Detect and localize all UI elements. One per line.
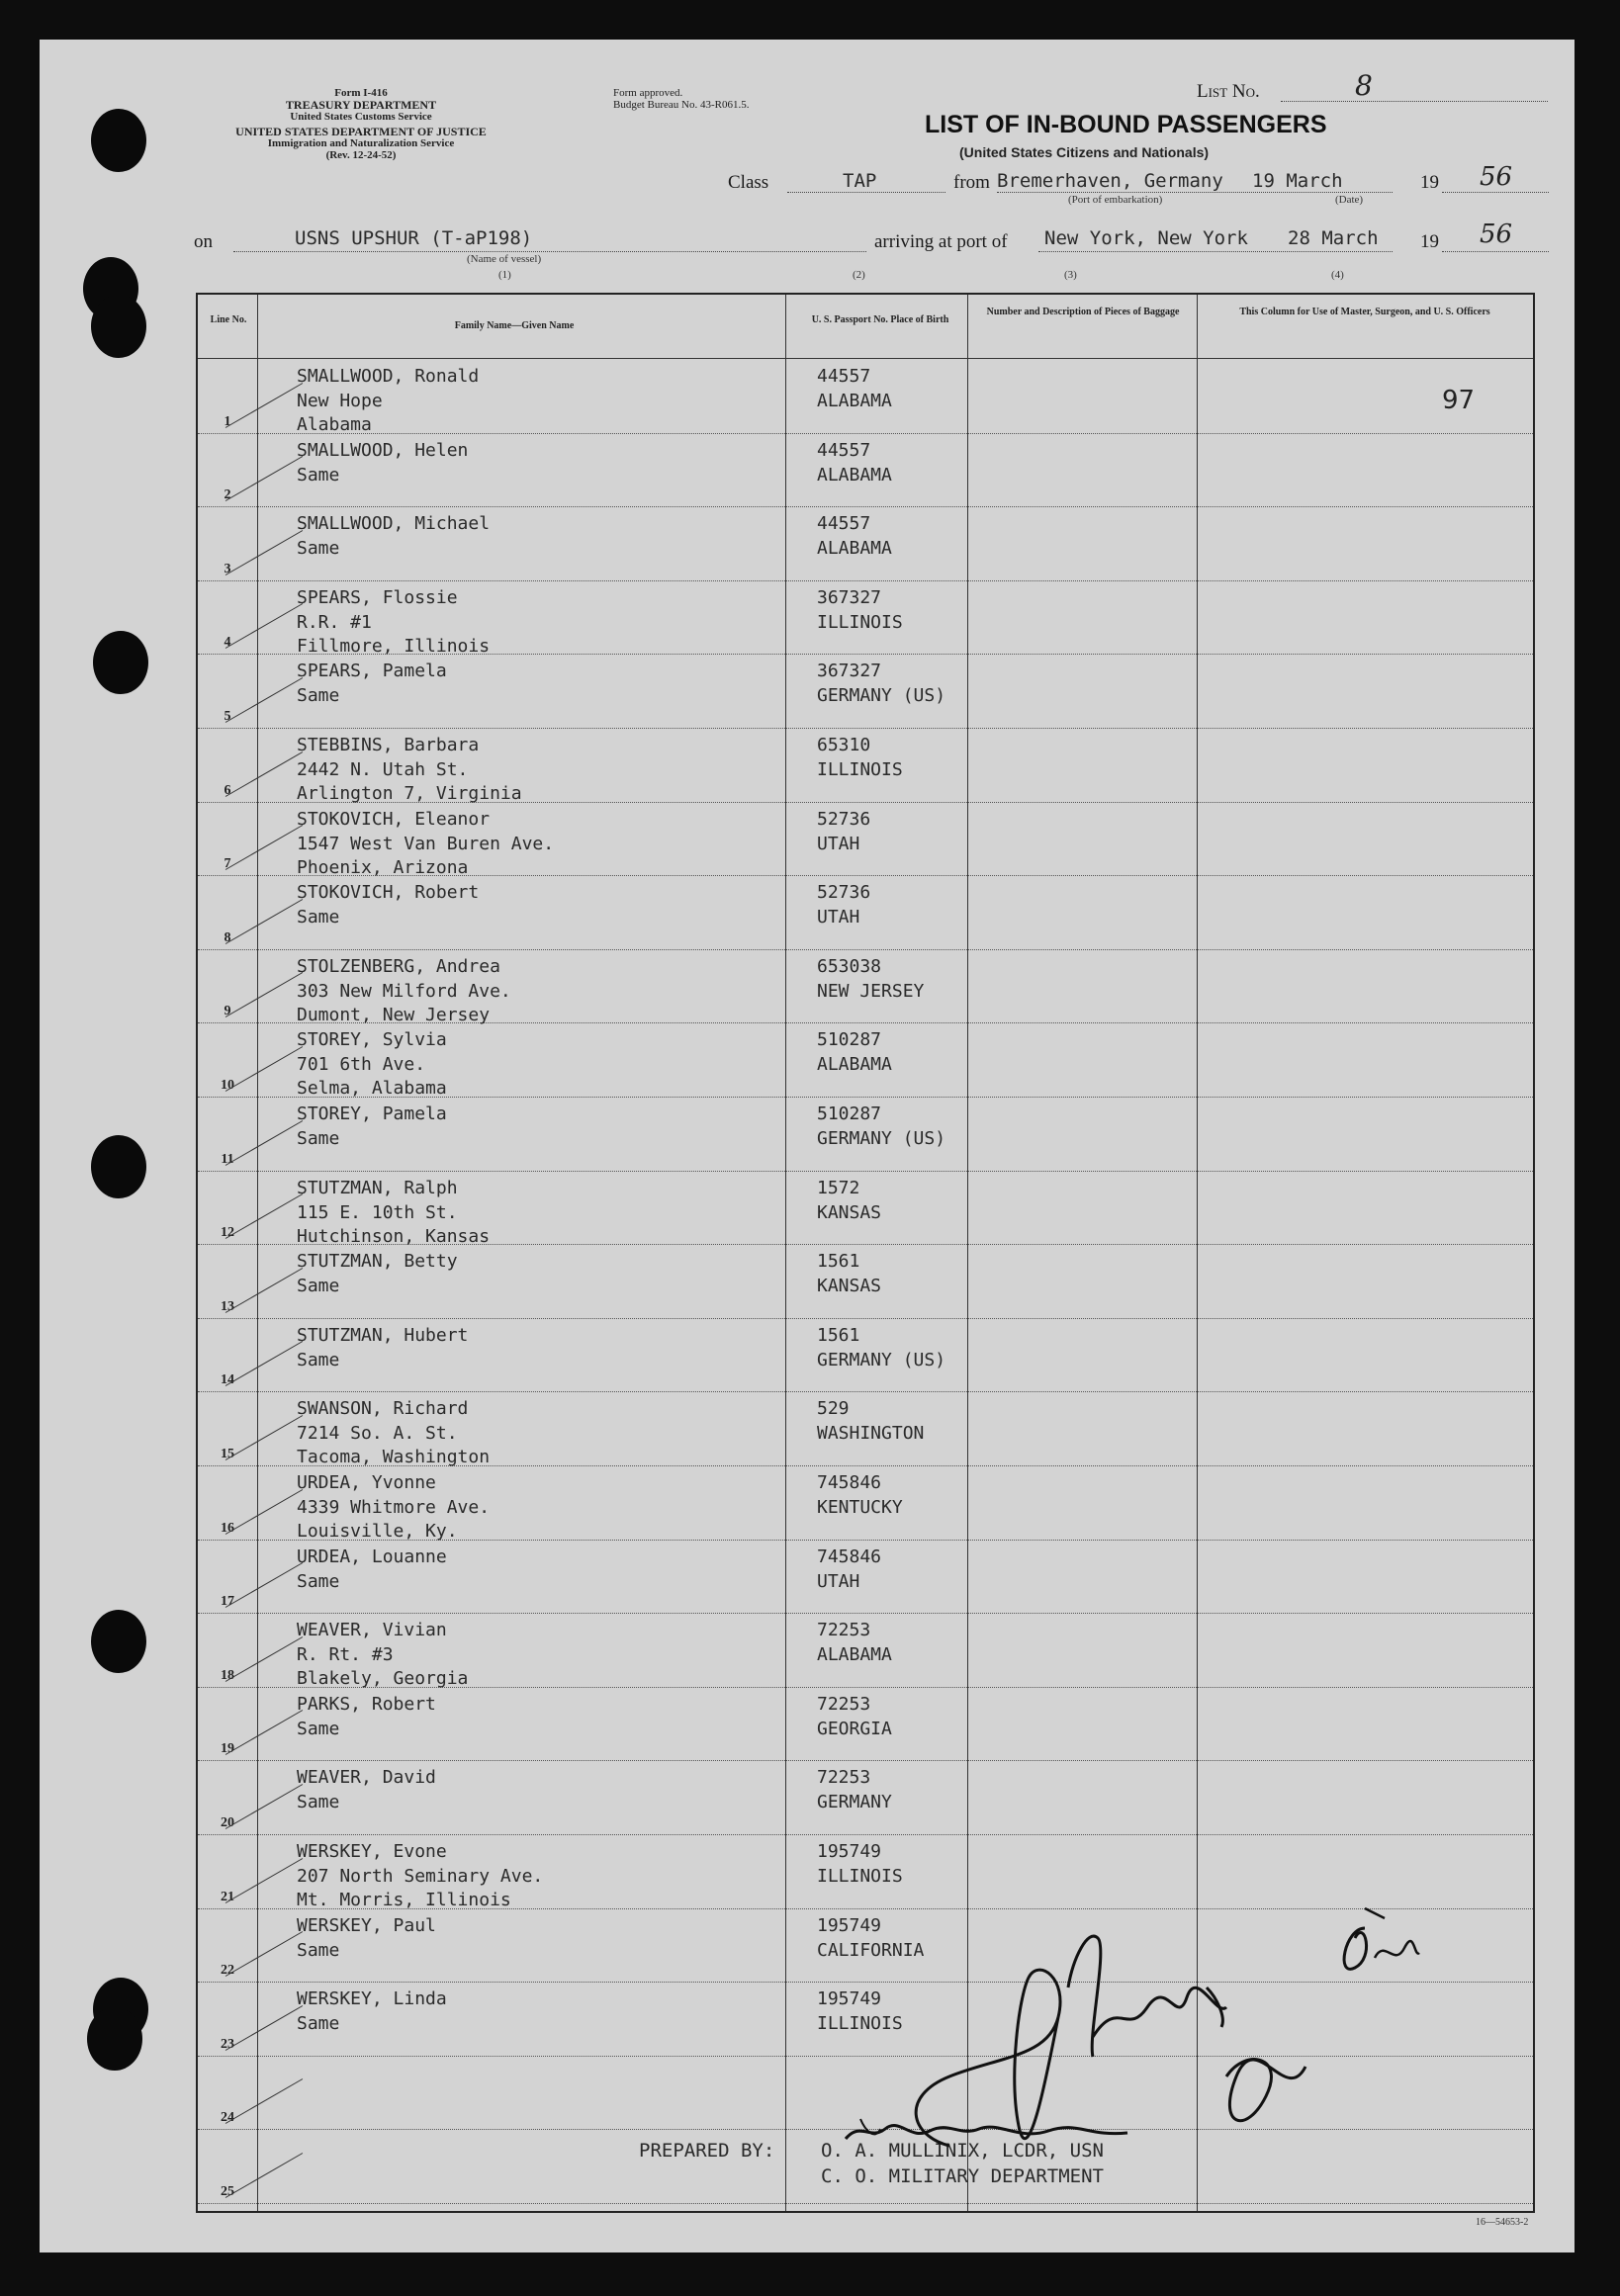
- passport-number: 745846: [817, 1545, 882, 1567]
- address-line-1: R. Rt. #3: [297, 1644, 394, 1666]
- address-line-2: Phoenix, Arizona: [297, 856, 469, 878]
- passport-number: 1561: [817, 1251, 860, 1273]
- table-row: [198, 434, 1533, 508]
- passport-number: 745846: [817, 1472, 882, 1493]
- customs-service: United States Customs Service: [290, 111, 432, 123]
- place-of-birth: CALIFORNIA: [817, 1939, 925, 1961]
- check-mark: [225, 383, 303, 428]
- header-rule: [198, 358, 1533, 359]
- line-number: 20: [221, 1814, 234, 1830]
- year-2: 56: [1480, 220, 1513, 249]
- line-number: 2: [224, 487, 231, 503]
- table-row: [198, 1614, 1533, 1688]
- officer-note: 97: [1442, 386, 1476, 415]
- place-of-birth: GERMANY (US): [817, 1128, 946, 1149]
- prepared-label: PREPARED BY:: [639, 2140, 775, 2162]
- treasury-dept: TREASURY DEPARTMENT: [285, 98, 437, 112]
- passenger-name: WEAVER, David: [297, 1767, 436, 1789]
- line-number: 4: [224, 635, 231, 651]
- check-mark: [225, 1784, 303, 1829]
- vessel-name: USNS UPSHUR (T-aP198): [295, 227, 533, 249]
- line-number: 8: [224, 929, 231, 945]
- table-row: [198, 1172, 1533, 1246]
- passenger-name: STUTZMAN, Betty: [297, 1251, 458, 1273]
- line-number: 24: [221, 2110, 234, 2126]
- place-of-birth: ALABAMA: [817, 391, 892, 411]
- passport-number: 1572: [817, 1177, 860, 1198]
- passport-number: 1561: [817, 1324, 860, 1346]
- passenger-name: URDEA, Yvonne: [297, 1472, 436, 1493]
- line-number: 22: [221, 1963, 234, 1979]
- place-of-birth: NEW JERSEY: [817, 980, 925, 1002]
- line-number: 25: [221, 2183, 234, 2199]
- line-number: 10: [221, 1077, 234, 1093]
- address-line-2: Fillmore, Illinois: [297, 635, 491, 657]
- line-number: 13: [221, 1298, 234, 1314]
- place-of-birth: ILLINOIS: [817, 2013, 903, 2035]
- from-port: Bremerhaven, Germany: [997, 170, 1223, 192]
- line-number: 17: [221, 1594, 234, 1610]
- place-of-birth: UTAH: [817, 907, 860, 928]
- from-label: from: [953, 172, 990, 193]
- line-number: 21: [221, 1889, 234, 1904]
- passenger-name: STUTZMAN, Ralph: [297, 1177, 458, 1198]
- preparer-name: O. A. MULLINIX, LCDR, USN: [821, 2140, 1104, 2162]
- passport-number: 195749: [817, 1988, 882, 2010]
- address-line-2: Arlington 7, Virginia: [297, 783, 522, 804]
- passenger-name: STOLZENBERG, Andrea: [297, 955, 500, 977]
- passport-number: 52736: [817, 808, 871, 830]
- address-line-1: 115 E. 10th St.: [297, 1201, 458, 1223]
- passenger-name: WERSKEY, Linda: [297, 1988, 447, 2010]
- table-row: [198, 507, 1533, 581]
- col-head-name: Family Name—Given Name: [454, 320, 575, 331]
- address-line-1: Same: [297, 1349, 340, 1370]
- check-mark: [225, 899, 303, 944]
- place-of-birth: GEORGIA: [817, 1718, 892, 1739]
- form-number: Form I-416: [334, 87, 388, 99]
- line-number: 16: [221, 1520, 234, 1536]
- passport-number: 653038: [817, 955, 882, 977]
- line-number: 19: [221, 1741, 234, 1757]
- table-row: [198, 1392, 1533, 1466]
- arrival-port: New York, New York: [1044, 227, 1248, 249]
- place-of-birth: WASHINGTON: [817, 1423, 925, 1445]
- year-1: 56: [1480, 162, 1513, 192]
- passport-number: 195749: [817, 1841, 882, 1862]
- address-line-1: Same: [297, 1718, 340, 1739]
- table-row: [198, 1466, 1533, 1541]
- list-number: 8: [1355, 69, 1373, 102]
- binder-hole: [91, 1135, 146, 1198]
- arriving-label: arriving at port of: [874, 231, 1008, 252]
- on-label: on: [194, 231, 213, 252]
- address-line-2: Mt. Morris, Illinois: [297, 1890, 511, 1910]
- check-mark: [225, 456, 303, 501]
- place-of-birth: ALABAMA: [817, 464, 892, 486]
- address-line-2: Dumont, New Jersey: [297, 1004, 491, 1025]
- address-line-1: 701 6th Ave.: [297, 1054, 426, 1076]
- passport-number: 65310: [817, 735, 871, 755]
- passport-number: 510287: [817, 1104, 882, 1124]
- class-label: Class: [728, 172, 769, 193]
- col-head-line-no: Line No.: [210, 314, 247, 325]
- address-line-1: Same: [297, 464, 340, 486]
- table-row: [198, 1319, 1533, 1393]
- passenger-name: WEAVER, Vivian: [297, 1620, 447, 1641]
- check-mark: [225, 530, 303, 575]
- table-row: [198, 803, 1533, 877]
- address-line-1: 1547 West Van Buren Ave.: [297, 833, 555, 854]
- ins-service: Immigration and Naturalization Service: [267, 137, 455, 149]
- line-number: 15: [221, 1446, 234, 1461]
- address-line-1: 303 New Milford Ave.: [297, 980, 511, 1002]
- table-row: [198, 876, 1533, 950]
- passport-number: 529: [817, 1398, 850, 1420]
- passport-number: 510287: [817, 1029, 882, 1051]
- address-line-1: Same: [297, 1276, 340, 1297]
- table-row: [198, 950, 1533, 1024]
- binder-hole: [87, 2007, 142, 2071]
- check-mark: [225, 1120, 303, 1166]
- class-line: [787, 192, 945, 193]
- passenger-name: PARKS, Robert: [297, 1693, 436, 1715]
- line-number: 1: [224, 413, 231, 429]
- passenger-name: SWANSON, Richard: [297, 1398, 469, 1420]
- address-line-1: Same: [297, 1570, 340, 1592]
- binder-hole: [91, 109, 146, 172]
- check-mark: [225, 2005, 303, 2051]
- passenger-name: WERSKEY, Paul: [297, 1914, 436, 1936]
- table-row: [198, 1541, 1533, 1615]
- col-number-4: (4): [1331, 269, 1344, 281]
- check-mark: [225, 2153, 303, 2198]
- binder-hole: [93, 631, 148, 694]
- line-number: 12: [221, 1225, 234, 1241]
- check-mark: [225, 1415, 303, 1460]
- port-embark-caption: (Port of embarkation): [1068, 194, 1163, 206]
- passport-number: 72253: [817, 1693, 871, 1715]
- table-row: [198, 655, 1533, 729]
- place-of-birth: UTAH: [817, 1570, 860, 1592]
- place-of-birth: ALABAMA: [817, 1644, 892, 1666]
- from-line: [997, 192, 1393, 193]
- address-line-1: Same: [297, 1939, 340, 1961]
- address-line-1: Same: [297, 1792, 340, 1813]
- year-line-2: [1442, 251, 1549, 252]
- table-row: [198, 581, 1533, 656]
- passenger-name: WERSKEY, Evone: [297, 1841, 447, 1862]
- passenger-name: SMALLWOOD, Michael: [297, 513, 491, 535]
- year-prefix-1: 19: [1420, 172, 1439, 193]
- revision-date: (Rev. 12-24-52): [325, 149, 397, 161]
- line-number: 18: [221, 1667, 234, 1683]
- officer-signature: [890, 1899, 1424, 2175]
- passenger-name: STOREY, Pamela: [297, 1104, 447, 1124]
- class-value: TAP: [843, 170, 877, 192]
- form-code: 16—54653-2: [1476, 2217, 1529, 2228]
- passport-number: 44557: [817, 439, 871, 461]
- address-line-1: 7214 So. A. St.: [297, 1423, 458, 1445]
- place-of-birth: ILLINOIS: [817, 611, 903, 633]
- check-mark: [225, 1268, 303, 1313]
- form-approved: Form approved.: [613, 87, 683, 99]
- passenger-name: STUTZMAN, Hubert: [297, 1324, 469, 1346]
- address-line-1: Same: [297, 1128, 340, 1149]
- table-row: [198, 1098, 1533, 1172]
- address-line-1: New Hope: [297, 391, 383, 411]
- check-mark: [225, 1858, 303, 1903]
- vessel-caption: (Name of vessel): [467, 253, 542, 265]
- from-date: 19 March: [1252, 170, 1343, 192]
- address-line-2: Louisville, Ky.: [297, 1521, 458, 1542]
- address-line-2: Blakely, Georgia: [297, 1668, 469, 1690]
- place-of-birth: GERMANY (US): [817, 685, 946, 707]
- address-line-1: Same: [297, 2013, 340, 2035]
- check-mark: [225, 1193, 303, 1239]
- address-line-1: Same: [297, 685, 340, 707]
- table-row: [198, 1245, 1533, 1319]
- check-mark: [225, 677, 303, 723]
- place-of-birth: KANSAS: [817, 1276, 882, 1297]
- passenger-name: STEBBINS, Barbara: [297, 735, 480, 755]
- address-line-1: 4339 Whitmore Ave.: [297, 1497, 491, 1518]
- list-subtitle: (United States Citizens and Nationals): [959, 144, 1210, 160]
- form-header-block: [178, 87, 544, 161]
- passport-number: 195749: [817, 1914, 882, 1936]
- line-number: 14: [221, 1372, 234, 1388]
- table-row: [198, 1688, 1533, 1762]
- budget-bureau: Budget Bureau No. 43-R061.5.: [613, 99, 750, 111]
- address-line-1: Same: [297, 538, 340, 560]
- check-mark: [225, 1636, 303, 1682]
- col-number-1: (1): [498, 269, 511, 281]
- line-number: 6: [224, 782, 231, 798]
- budget-block: [613, 87, 831, 111]
- list-title: LIST OF IN-BOUND PASSENGERS: [925, 111, 1327, 138]
- address-line-2: Tacoma, Washington: [297, 1447, 491, 1468]
- passport-number: 44557: [817, 366, 871, 387]
- line-number: 3: [224, 561, 231, 576]
- passport-number: 367327: [817, 661, 882, 682]
- place-of-birth: GERMANY: [817, 1792, 892, 1813]
- passenger-name: URDEA, Louanne: [297, 1545, 447, 1567]
- address-line-1: R.R. #1: [297, 611, 372, 633]
- passenger-name: SMALLWOOD, Ronald: [297, 366, 480, 387]
- line-number: 23: [221, 2036, 234, 2052]
- address-line-2: Hutchinson, Kansas: [297, 1225, 491, 1247]
- col-head-baggage: Number and Description of Pieces of Baggage: [986, 307, 1180, 317]
- passport-number: 52736: [817, 882, 871, 904]
- place-of-birth: GERMANY (US): [817, 1349, 946, 1370]
- list-no-label: List No.: [1197, 81, 1260, 102]
- place-of-birth: ILLINOIS: [817, 1866, 903, 1887]
- justice-dept: UNITED STATES DEPARTMENT OF JUSTICE: [235, 125, 487, 138]
- table-row: [198, 360, 1533, 434]
- check-mark: [225, 1562, 303, 1608]
- arrival-date: 28 March: [1288, 227, 1379, 249]
- address-line-2: Selma, Alabama: [297, 1078, 447, 1100]
- passenger-name: STOKOVICH, Eleanor: [297, 808, 491, 830]
- manifest-page: [40, 40, 1575, 2252]
- arrival-line: [1038, 251, 1393, 252]
- address-line-1: 2442 N. Utah St.: [297, 759, 469, 780]
- date-caption: (Date): [1335, 194, 1364, 206]
- passport-number: 367327: [817, 586, 882, 608]
- row-rule: [198, 2203, 1533, 2204]
- place-of-birth: ILLINOIS: [817, 759, 903, 780]
- col-head-passport: U. S. Passport No. Place of Birth: [811, 314, 949, 325]
- col-head-officers: This Column for Use of Master, Surgeon, and U. S. Officers: [1239, 307, 1490, 317]
- col-number-3: (3): [1064, 269, 1077, 281]
- address-line-2: Alabama: [297, 414, 372, 435]
- table-row: [198, 1023, 1533, 1098]
- year-prefix-2: 19: [1420, 231, 1439, 252]
- vessel-line: [233, 251, 866, 252]
- passport-number: 44557: [817, 513, 871, 535]
- binder-hole: [91, 1610, 146, 1673]
- line-number: 11: [221, 1151, 234, 1167]
- line-number: 5: [224, 708, 231, 724]
- line-number: 7: [224, 856, 231, 872]
- check-mark: [225, 1046, 303, 1092]
- check-mark: [225, 751, 303, 797]
- passenger-name: SPEARS, Flossie: [297, 586, 458, 608]
- passport-number: 72253: [817, 1767, 871, 1789]
- binder-hole: [91, 295, 146, 358]
- table-row: [198, 1761, 1533, 1835]
- check-mark: [225, 1931, 303, 1977]
- place-of-birth: KANSAS: [817, 1201, 882, 1223]
- place-of-birth: ALABAMA: [817, 538, 892, 560]
- passenger-name: SPEARS, Pamela: [297, 661, 447, 682]
- place-of-birth: UTAH: [817, 833, 860, 854]
- place-of-birth: ALABAMA: [817, 1054, 892, 1076]
- address-line-1: 207 North Seminary Ave.: [297, 1866, 544, 1887]
- passport-number: 72253: [817, 1620, 871, 1641]
- passenger-name: SMALLWOOD, Helen: [297, 439, 469, 461]
- line-number: 9: [224, 1004, 231, 1019]
- list-no-line: [1281, 101, 1548, 102]
- check-mark: [225, 1489, 303, 1535]
- year-line-1: [1442, 192, 1549, 193]
- passenger-name: STOREY, Sylvia: [297, 1029, 447, 1051]
- address-line-1: Same: [297, 907, 340, 928]
- check-mark: [225, 825, 303, 870]
- passenger-name: STOKOVICH, Robert: [297, 882, 480, 904]
- col-number-2: (2): [853, 269, 865, 281]
- table-row: [198, 729, 1533, 803]
- place-of-birth: KENTUCKY: [817, 1497, 903, 1518]
- preparer-title: C. O. MILITARY DEPARTMENT: [821, 2165, 1104, 2187]
